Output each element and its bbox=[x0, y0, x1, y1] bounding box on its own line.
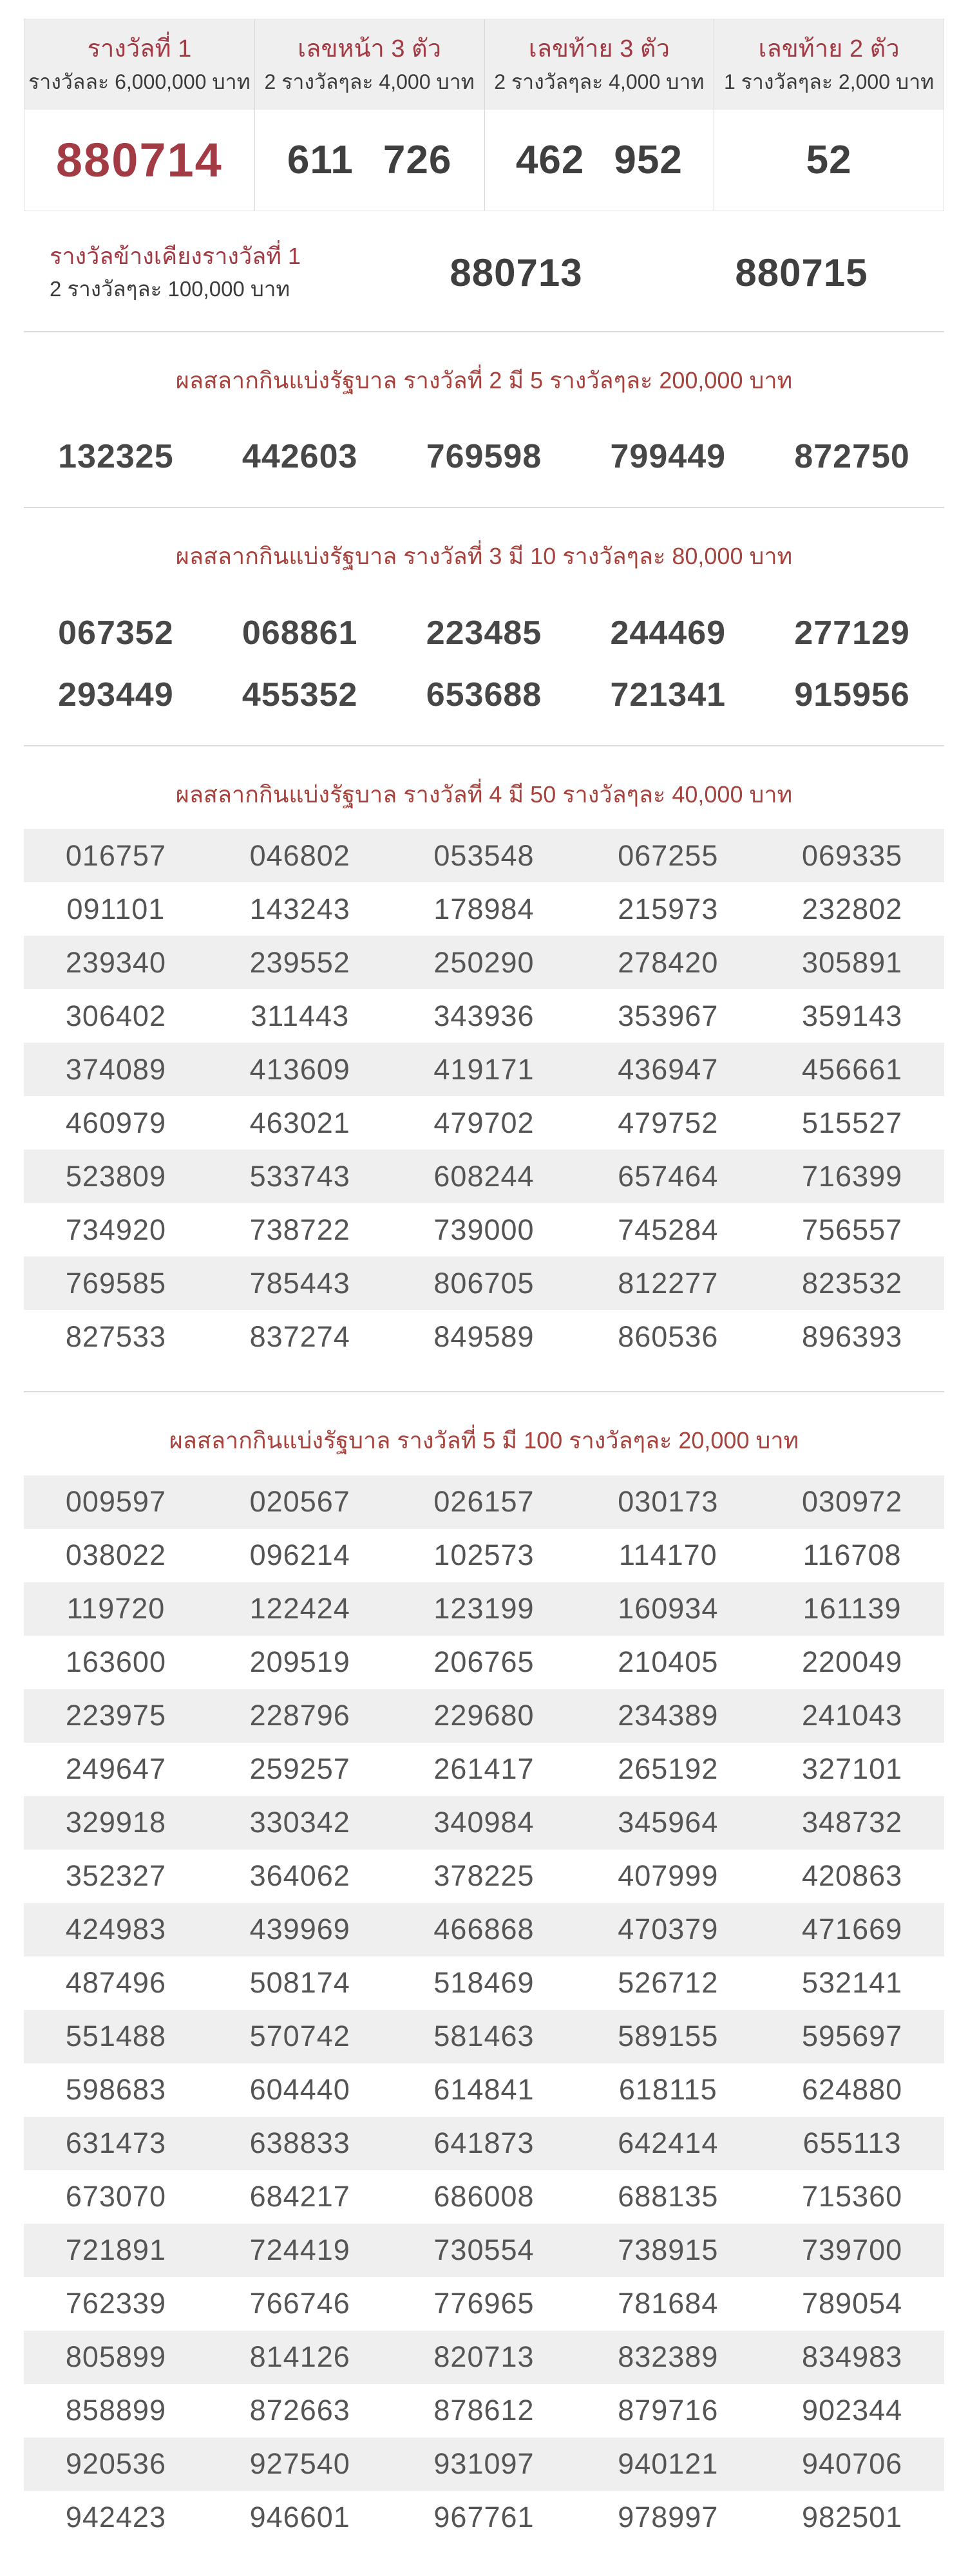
prize-number: 832389 bbox=[618, 2340, 719, 2374]
last2-prize-number-area bbox=[714, 109, 944, 211]
number-row bbox=[24, 2491, 944, 2544]
adjacent-prize-number: 880713 bbox=[450, 251, 583, 294]
prize-number: 653688 bbox=[426, 676, 542, 714]
prize-number: 030173 bbox=[618, 1485, 719, 1519]
divider bbox=[24, 1391, 944, 1392]
prize-number: 249647 bbox=[65, 1752, 166, 1786]
prize-number: 068861 bbox=[242, 614, 358, 652]
prize-number: 785443 bbox=[249, 1266, 350, 1300]
prize-number: 353967 bbox=[618, 999, 719, 1032]
prize-number: 419171 bbox=[433, 1052, 535, 1086]
prize-number: 096214 bbox=[249, 1539, 350, 1572]
number-row bbox=[24, 1310, 944, 1363]
prize-number: 716399 bbox=[802, 1159, 903, 1193]
number-row bbox=[24, 989, 944, 1043]
prize-number: 163600 bbox=[65, 1645, 166, 1679]
last3-prize-box bbox=[484, 19, 714, 211]
prize-number: 122424 bbox=[249, 1592, 350, 1625]
prize-number: 463021 bbox=[249, 1106, 350, 1139]
last2-prize-subtitle: 1 รางวัลๆละ 2,000 บาท bbox=[723, 70, 935, 94]
prize-number: 223975 bbox=[65, 1699, 166, 1732]
last2-prize-header bbox=[714, 19, 944, 109]
prize-number: 116708 bbox=[802, 1539, 902, 1572]
last2-prize-box bbox=[714, 19, 944, 211]
prize-number: 515527 bbox=[802, 1106, 903, 1139]
number-row bbox=[287, 137, 451, 183]
number-row bbox=[24, 2331, 944, 2384]
prize-number: 952 bbox=[614, 138, 683, 182]
number-row bbox=[24, 1903, 944, 1956]
number-row bbox=[24, 1043, 944, 1096]
prize-number: 604440 bbox=[249, 2073, 350, 2107]
prize-number: 038022 bbox=[65, 1539, 166, 1572]
number-row bbox=[24, 664, 944, 726]
prize-number: 982501 bbox=[802, 2501, 903, 2534]
prize-number: 739700 bbox=[802, 2233, 903, 2267]
front3-prize-title: เลขหน้า 3 ตัว bbox=[298, 35, 442, 62]
prize-number: 638833 bbox=[249, 2126, 350, 2160]
prize-number: 776965 bbox=[433, 2287, 535, 2320]
prize-number: 878612 bbox=[433, 2394, 535, 2427]
number-row bbox=[24, 2277, 944, 2331]
prize-number: 738722 bbox=[249, 1213, 350, 1246]
prize-number: 526712 bbox=[618, 1966, 719, 2000]
prize-number: 327101 bbox=[802, 1752, 903, 1786]
prize-number: 250290 bbox=[433, 945, 535, 979]
prize-number: 642414 bbox=[618, 2126, 719, 2160]
prize-number: 641873 bbox=[433, 2126, 535, 2160]
prize-number: 259257 bbox=[249, 1752, 350, 1786]
prize-number: 805899 bbox=[65, 2340, 166, 2374]
number-row bbox=[516, 137, 683, 183]
last2-prize-title: เลขท้าย 2 ตัว bbox=[758, 35, 900, 62]
prize4-section bbox=[24, 779, 944, 1363]
adjacent-prize-text bbox=[24, 241, 374, 303]
prize-number: 715360 bbox=[802, 2180, 903, 2213]
prize-number: 069335 bbox=[802, 838, 903, 872]
prize4-section-title: ผลสลากกินแบ่งรัฐบาล รางวัลที่ 4 มี 50 รางวัลๆละ 40,000 บาท bbox=[175, 781, 793, 808]
adjacent-prize-title: รางวัลข้างเคียงรางวัลที่ 1 bbox=[50, 243, 301, 270]
first-prize-numbers bbox=[56, 133, 223, 187]
prize-number: 721341 bbox=[610, 676, 726, 714]
adjacent-prize-number: 880715 bbox=[735, 251, 868, 294]
prize-number: 067352 bbox=[58, 614, 174, 652]
prize4-numbers-table bbox=[24, 829, 944, 1363]
number-row bbox=[24, 1582, 944, 1636]
prize-number: 834983 bbox=[802, 2340, 903, 2374]
prize-number: 487496 bbox=[65, 1966, 166, 2000]
prize-number: 265192 bbox=[618, 1752, 719, 1786]
last3-prize-number-area bbox=[485, 109, 714, 211]
prize-number: 374089 bbox=[65, 1052, 166, 1086]
prize-number: 762339 bbox=[65, 2287, 166, 2320]
prize-number: 827533 bbox=[65, 1320, 166, 1353]
number-row bbox=[24, 1096, 944, 1150]
prize-number: 413609 bbox=[249, 1052, 350, 1086]
prize-number: 624880 bbox=[802, 2073, 903, 2107]
number-row bbox=[24, 1796, 944, 1850]
prize-number: 330342 bbox=[249, 1806, 350, 1839]
prize5-section-title: ผลสลากกินแบ่งรัฐบาล รางวัลที่ 5 มี 100 รางวัลๆละ 20,000 บาท bbox=[169, 1427, 799, 1454]
first-prize-subtitle: รางวัลละ 6,000,000 บาท bbox=[28, 70, 251, 94]
prize3-numbers bbox=[24, 602, 944, 726]
prize-number: 532141 bbox=[802, 1966, 903, 2000]
prize-number: 781684 bbox=[618, 2287, 719, 2320]
prize-number: 769598 bbox=[426, 438, 542, 476]
prize-number: 046802 bbox=[249, 838, 350, 872]
number-row bbox=[24, 1956, 944, 2010]
prize-number: 456661 bbox=[802, 1052, 903, 1086]
prize-number: 220049 bbox=[802, 1645, 903, 1679]
prize-number: 931097 bbox=[433, 2447, 535, 2481]
prize-number: 206765 bbox=[433, 1645, 535, 1679]
prize-number: 026157 bbox=[433, 1485, 535, 1519]
prize-number: 359143 bbox=[802, 999, 903, 1032]
prize-number: 436947 bbox=[618, 1052, 719, 1086]
prize-number: 570742 bbox=[249, 2020, 350, 2053]
prize-number: 239552 bbox=[249, 945, 350, 979]
prize-number: 278420 bbox=[618, 945, 719, 979]
prize-number: 132325 bbox=[58, 438, 174, 476]
divider bbox=[24, 331, 944, 332]
prize-number: 684217 bbox=[249, 2180, 350, 2213]
prize-number: 460979 bbox=[65, 1106, 166, 1139]
number-row bbox=[24, 2010, 944, 2063]
number-row bbox=[24, 1636, 944, 1689]
prize-number: 277129 bbox=[794, 614, 910, 652]
prize-number: 688135 bbox=[618, 2180, 719, 2213]
prize-number: 726 bbox=[383, 138, 452, 182]
number-row bbox=[24, 1529, 944, 1582]
prize-number: 631473 bbox=[65, 2126, 166, 2160]
last3-prize-header bbox=[485, 19, 714, 109]
first-prize-header bbox=[24, 19, 254, 109]
prize-number: 261417 bbox=[433, 1752, 535, 1786]
last3-prize-title: เลขท้าย 3 ตัว bbox=[528, 35, 670, 62]
prize-number: 745284 bbox=[618, 1213, 719, 1246]
prize-number: 439969 bbox=[249, 1913, 350, 1946]
prize-number: 455352 bbox=[242, 676, 358, 714]
prize-number: 655113 bbox=[802, 2126, 902, 2160]
prize-number: 114170 bbox=[618, 1539, 717, 1572]
prize-number: 812277 bbox=[618, 1266, 719, 1300]
prize-number: 518469 bbox=[433, 1966, 535, 2000]
prize-number: 442603 bbox=[242, 438, 358, 476]
prize-number: 589155 bbox=[618, 2020, 719, 2053]
prize-number: 119720 bbox=[66, 1592, 166, 1625]
last2-prize-numbers bbox=[806, 137, 852, 183]
prize-number: 016757 bbox=[65, 838, 166, 872]
prize-number: 618115 bbox=[618, 2073, 717, 2107]
number-row bbox=[24, 829, 944, 882]
prize-number: 471669 bbox=[802, 1913, 903, 1946]
number-row bbox=[24, 1475, 944, 1529]
number-row bbox=[24, 1850, 944, 1903]
prize-number: 229680 bbox=[433, 1699, 535, 1732]
prize-number: 920536 bbox=[65, 2447, 166, 2481]
prize-number: 837274 bbox=[249, 1320, 350, 1353]
prize-number: 721891 bbox=[65, 2233, 166, 2267]
prize-number: 470379 bbox=[618, 1913, 719, 1946]
front3-prize-subtitle: 2 รางวัลๆละ 4,000 บาท bbox=[264, 70, 475, 94]
prize-number: 581463 bbox=[433, 2020, 535, 2053]
prize-number: 686008 bbox=[433, 2180, 535, 2213]
prize-number: 52 bbox=[806, 138, 852, 182]
prize-number: 872750 bbox=[794, 438, 910, 476]
number-row bbox=[56, 133, 223, 187]
prize-number: 508174 bbox=[249, 1966, 350, 2000]
prize5-numbers-table bbox=[24, 1475, 944, 2544]
number-row bbox=[24, 2224, 944, 2277]
prize-number: 523809 bbox=[65, 1159, 166, 1193]
prize-number: 769585 bbox=[65, 1266, 166, 1300]
prize-number: 739000 bbox=[433, 1213, 535, 1246]
number-row bbox=[24, 1689, 944, 1743]
front3-prize-box bbox=[254, 19, 484, 211]
number-row bbox=[806, 137, 852, 183]
prize-number: 143243 bbox=[249, 892, 350, 925]
prize-number: 872663 bbox=[249, 2394, 350, 2427]
first-prize-box bbox=[24, 19, 254, 211]
prize-number: 595697 bbox=[802, 2020, 903, 2053]
front3-prize-header bbox=[255, 19, 484, 109]
prize-number: 879716 bbox=[618, 2394, 719, 2427]
prize3-section-title: ผลสลากกินแบ่งรัฐบาล รางวัลที่ 3 มี 10 รางวัลๆละ 80,000 บาท bbox=[175, 543, 793, 570]
number-row bbox=[24, 882, 944, 936]
prize-number: 466868 bbox=[433, 1913, 535, 1946]
first-prize-number-area bbox=[24, 109, 254, 211]
prize-number: 858899 bbox=[65, 2394, 166, 2427]
prize-number: 102573 bbox=[433, 1539, 535, 1572]
prize-number: 364062 bbox=[249, 1859, 350, 1893]
prize-number: 215973 bbox=[618, 892, 719, 925]
prize-number: 673070 bbox=[65, 2180, 166, 2213]
prize-number: 030972 bbox=[802, 1485, 903, 1519]
last3-prize-subtitle: 2 รางวัลๆละ 4,000 บาท bbox=[494, 70, 705, 94]
prize-number: 915956 bbox=[794, 676, 910, 714]
prize-number: 407999 bbox=[618, 1859, 719, 1893]
number-row bbox=[24, 1203, 944, 1256]
prize-number: 940706 bbox=[802, 2447, 903, 2481]
prize-number: 724419 bbox=[249, 2233, 350, 2267]
number-row bbox=[24, 426, 944, 488]
prize-number: 946601 bbox=[249, 2501, 350, 2534]
prize-number: 420863 bbox=[802, 1859, 903, 1893]
prize-number: 241043 bbox=[802, 1699, 903, 1732]
prize-number: 479702 bbox=[433, 1106, 535, 1139]
prize-number: 462 bbox=[515, 138, 585, 182]
prize-number: 902344 bbox=[802, 2394, 903, 2427]
prize-number: 209519 bbox=[249, 1645, 350, 1679]
number-row bbox=[24, 2438, 944, 2491]
top-prize-grid bbox=[24, 19, 944, 211]
prize-number: 223485 bbox=[426, 614, 542, 652]
number-row bbox=[24, 2384, 944, 2438]
prize-number: 352327 bbox=[65, 1859, 166, 1893]
first-prize-title: รางวัลที่ 1 bbox=[87, 35, 192, 62]
prize-number: 942423 bbox=[65, 2501, 166, 2534]
prize-number: 756557 bbox=[802, 1213, 903, 1246]
prize-number: 978997 bbox=[618, 2501, 719, 2534]
number-row bbox=[24, 1256, 944, 1310]
prize-number: 927540 bbox=[249, 2447, 350, 2481]
front3-prize-number-area bbox=[255, 109, 484, 211]
prize-number: 657464 bbox=[618, 1159, 719, 1193]
number-row bbox=[24, 602, 944, 664]
prize-number: 598683 bbox=[65, 2073, 166, 2107]
divider bbox=[24, 507, 944, 508]
prize-number: 178984 bbox=[433, 892, 535, 925]
number-row bbox=[24, 936, 944, 989]
prize-number: 967761 bbox=[433, 2501, 535, 2534]
prize2-section bbox=[24, 365, 944, 488]
prize-number: 551488 bbox=[65, 2020, 166, 2053]
prize-number: 161139 bbox=[802, 1592, 902, 1625]
prize-number: 734920 bbox=[65, 1213, 166, 1246]
prize-number: 766746 bbox=[249, 2287, 350, 2320]
prize-number: 234389 bbox=[618, 1699, 719, 1732]
prize-number: 345964 bbox=[618, 1806, 719, 1839]
prize-number: 823532 bbox=[802, 1266, 903, 1300]
prize-number: 228796 bbox=[249, 1699, 350, 1732]
prize-number: 343936 bbox=[433, 999, 535, 1032]
prize-number: 479752 bbox=[618, 1106, 719, 1139]
adjacent-prize-subtitle: 2 รางวัลๆละ 100,000 บาท bbox=[50, 277, 290, 301]
prize-number: 123199 bbox=[433, 1592, 535, 1625]
prize-number: 806705 bbox=[433, 1266, 535, 1300]
prize-number: 611 bbox=[287, 138, 354, 182]
prize-number: 738915 bbox=[618, 2233, 719, 2267]
prize-number: 608244 bbox=[433, 1159, 535, 1193]
prize-number: 293449 bbox=[58, 676, 174, 714]
prize-number: 533743 bbox=[249, 1159, 350, 1193]
prize3-section bbox=[24, 540, 944, 725]
prize2-numbers bbox=[24, 426, 944, 488]
prize-number: 378225 bbox=[433, 1859, 535, 1893]
prize-number: 091101 bbox=[66, 892, 166, 925]
prize-number: 860536 bbox=[618, 1320, 719, 1353]
number-row bbox=[24, 1743, 944, 1796]
prize-number: 244469 bbox=[610, 614, 726, 652]
prize-number: 053548 bbox=[433, 838, 535, 872]
front3-prize-numbers bbox=[287, 137, 451, 183]
prize5-section bbox=[24, 1425, 944, 2544]
divider bbox=[24, 745, 944, 746]
prize-number: 730554 bbox=[433, 2233, 535, 2267]
prize-number: 896393 bbox=[802, 1320, 903, 1353]
prize-number: 305891 bbox=[802, 945, 903, 979]
prize-number: 306402 bbox=[65, 999, 166, 1032]
prize-number: 789054 bbox=[802, 2287, 903, 2320]
prize-number: 067255 bbox=[618, 838, 719, 872]
prize-number: 424983 bbox=[65, 1913, 166, 1946]
prize-number: 239340 bbox=[65, 945, 166, 979]
prize-number: 348732 bbox=[802, 1806, 903, 1839]
number-row bbox=[24, 2170, 944, 2224]
number-row bbox=[24, 1150, 944, 1203]
prize-number: 614841 bbox=[433, 2073, 535, 2107]
prize-number: 820713 bbox=[433, 2340, 535, 2374]
prize-number: 210405 bbox=[618, 1645, 719, 1679]
prize-number: 009597 bbox=[65, 1485, 166, 1519]
prize-number: 814126 bbox=[249, 2340, 350, 2374]
prize-number: 160934 bbox=[618, 1592, 719, 1625]
prize-number: 880714 bbox=[55, 133, 223, 187]
prize2-section-title: ผลสลากกินแบ่งรัฐบาล รางวัลที่ 2 มี 5 รางวัลๆละ 200,000 บาท bbox=[175, 367, 793, 393]
last3-prize-numbers bbox=[516, 137, 683, 183]
prize-number: 940121 bbox=[618, 2447, 719, 2481]
number-row bbox=[24, 2063, 944, 2117]
prize-number: 799449 bbox=[610, 438, 726, 476]
number-row bbox=[24, 2117, 944, 2170]
prize-number: 340984 bbox=[433, 1806, 535, 1839]
prize-number: 232802 bbox=[802, 892, 903, 925]
prize-number: 311443 bbox=[251, 999, 350, 1032]
prize-number: 849589 bbox=[433, 1320, 535, 1353]
prize-number: 329918 bbox=[65, 1806, 166, 1839]
prize-number: 020567 bbox=[249, 1485, 350, 1519]
adjacent-prize-block bbox=[24, 231, 944, 314]
